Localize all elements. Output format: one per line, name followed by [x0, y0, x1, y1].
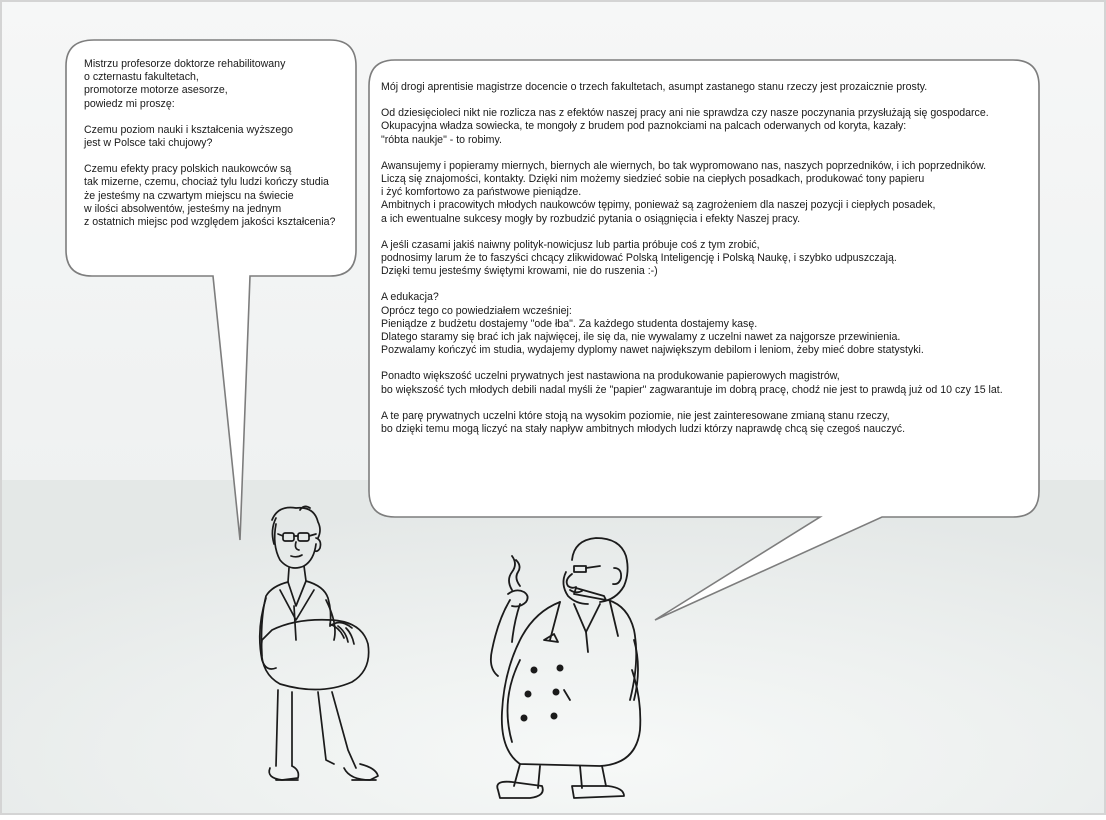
paragraph-gap — [381, 226, 1031, 239]
paragraph-gap — [381, 94, 1031, 107]
left-bubble-line: w ilości absolwentów, jesteśmy na jednym — [84, 202, 282, 215]
right-bubble-line: Awansujemy i popieramy miernych, biernych ale wiernych, bo tak wypromowano nas, naszych poprzedników, i ich poprzedników. — [381, 159, 987, 172]
right-bubble-line: a ich ewentualne sukcesy mogły by rozbudzić pytania o osiągnięcia i efekty Naszej pracy. — [381, 212, 801, 225]
right-bubble-line: Od dziesięcioleci nikt nie rozlicza nas z efektów naszej pracy ani nie sprawdza czy nasze poczynania przysłużają się gospodarce. — [381, 107, 989, 120]
right-bubble-line: Okupacyjna władza sowiecka, te mongoły z brudem pod paznokciami na palcach oderwanych od koryta, kazały: — [381, 120, 907, 133]
paragraph-gap — [381, 357, 1031, 370]
right-bubble-line: i żyć komfortowo za państwowe pieniądze. — [381, 186, 582, 199]
left-bubble-line: z ostatnich miejsc pod względem jakości kształcenia? — [84, 216, 336, 229]
paragraph-gap — [381, 278, 1031, 291]
right-bubble-text — [381, 81, 1031, 436]
right-bubble-line: "róbta naukje" - to robimy. — [381, 133, 502, 146]
left-bubble-line: powiedz mi proszę: — [84, 97, 175, 110]
right-bubble-line: bo dzięki temu mogą liczyć na stały napływ ambitnych młodych ludzi którzy naprawdę chcą się czegoś nauczyć. — [381, 423, 906, 436]
right-bubble-line: Mój drogi aprentisie magistrze docencie o trzech fakultetach, asumpt zastanego stanu rzeczy jest prozaicznie prosty. — [381, 81, 928, 93]
left-bubble-line: Czemu efekty pracy polskich naukowców są — [84, 163, 292, 176]
left-bubble-line: o czternastu fakultetach, — [84, 71, 199, 84]
paragraph-gap — [84, 150, 354, 163]
paragraph-gap — [84, 111, 354, 124]
right-bubble-line: Oprócz tego co powiedziałem wcześniej: — [381, 304, 572, 317]
left-bubble-line: że jesteśmy na czwartym miejscu na świecie — [84, 189, 294, 202]
right-bubble-line: Ponadto większość uczelni prywatnych jest nastawiona na produkowanie papierowych magistrów, — [381, 370, 840, 383]
right-bubble-line: Pozwalamy kończyć im studia, wydajemy dyplomy nawet największym debilom i leniom, żeby mieć dobre statystyki. — [381, 344, 924, 357]
left-bubble-line: promotorze motorze asesorze, — [84, 84, 228, 97]
right-bubble-line: Dzięki temu jesteśmy świętymi krowami, nie do ruszenia :-) — [381, 265, 658, 278]
right-bubble-line: A edukacja? — [381, 291, 439, 304]
right-bubble-line: Ambitnych i pracowitych młodych naukowców tępimy, ponieważ są zagrożeniem dla naszej pozycji i ciepłych posadek, — [381, 199, 936, 212]
right-bubble-line: podnosimy larum że to faszyści chcący zlikwidować Polską Inteligencję i Polską Naukę, i szybko udpuszczają. — [381, 252, 897, 265]
left-bubble-line: jest w Polsce taki chujowy? — [84, 137, 213, 150]
right-bubble-line: Pieniądze z budżetu dostajemy "ode łba". Za każdego studenta dostajemy kasę. — [381, 317, 758, 330]
right-bubble-line: Liczą się znajomości, kontakty. Dzięki nim możemy siedzieć sobie na ciepłych posadkach, produkować tony papieru — [381, 173, 925, 186]
left-bubble-line: Mistrzu profesorze doktorze rehabilitowany — [84, 58, 286, 70]
right-bubble-line: A te parę prywatnych uczelni które stoją na wysokim poziomie, nie jest zainteresowane zmianą stanu rzeczy, — [381, 409, 890, 422]
right-bubble-line: Dlatego staramy się brać ich jak najwięcej, ile się da, nie wywalamy z uczelni nawet za najgorsze przewinienia. — [381, 331, 901, 344]
paragraph-gap — [381, 397, 1031, 410]
paragraph-gap — [381, 147, 1031, 160]
left-bubble-line: tak mizerne, czemu, chociaż tylu ludzi kończy studia — [84, 176, 329, 189]
right-bubble-line: bo większość tych młodych debili nadal myśli że "papier" zagwarantuje im dobrą pracę, chodź nie jest to prawdą już od 10 czy 15 lat. — [381, 383, 1003, 396]
left-bubble-line: Czemu poziom nauki i kształcenia wyższego — [84, 123, 294, 136]
right-bubble-line: A jeśli czasami jakiś naiwny polityk-nowicjusz lub partia próbuje coś z tym zrobić, — [381, 238, 760, 251]
left-bubble-text — [84, 58, 354, 229]
